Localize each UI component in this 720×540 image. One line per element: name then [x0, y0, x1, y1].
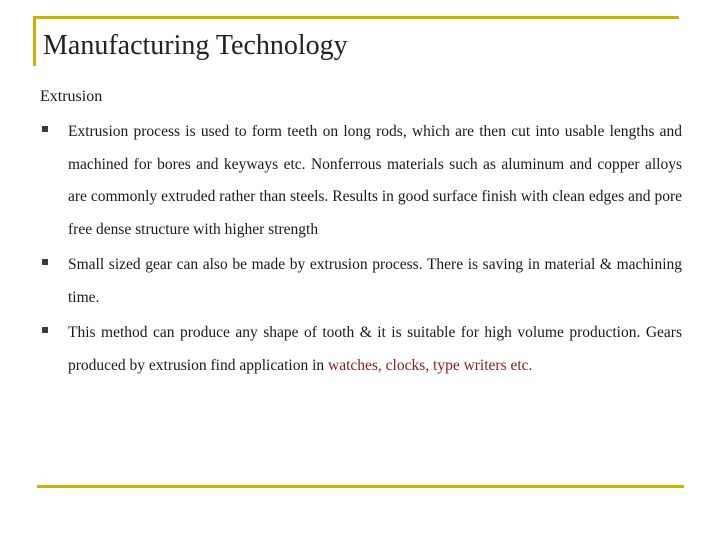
bullet-text: Small sized gear can also be made by extrusion process. There is saving in material & machining time. — [68, 256, 682, 306]
square-bullet-icon — [42, 327, 48, 333]
bullet-text: Extrusion process is used to form teeth on long rods, which are then cut into usable lengths and machined for bores and keyways etc. Nonferrous materials such as aluminum and copper alloys are commonly extruded rather than steels. Results in good surface finish with clean edges and pore free dense structure with higher strength — [68, 123, 682, 238]
frame-left-rule — [33, 16, 36, 66]
square-bullet-icon — [42, 259, 48, 265]
bullet-list — [40, 116, 682, 382]
bullet-marker — [40, 116, 68, 132]
bullet-text-main: This method can produce any shape of tooth & it is suitable for high volume production. Gears produced by extrusion find application in — [68, 324, 682, 374]
frame-bottom-rule — [37, 485, 684, 488]
bullet-item — [40, 317, 682, 382]
highlighted-applications: watches, clocks, type writers etc. — [328, 356, 533, 374]
frame-top-rule — [34, 16, 679, 19]
square-bullet-icon — [42, 126, 48, 132]
slide-title: Manufacturing Technology — [43, 30, 348, 61]
bullet-item — [40, 116, 682, 246]
bullet-item — [40, 249, 682, 314]
bullet-text — [68, 317, 682, 382]
bullet-marker — [40, 249, 68, 265]
section-heading: Extrusion — [40, 88, 103, 105]
bullet-marker — [40, 317, 68, 333]
